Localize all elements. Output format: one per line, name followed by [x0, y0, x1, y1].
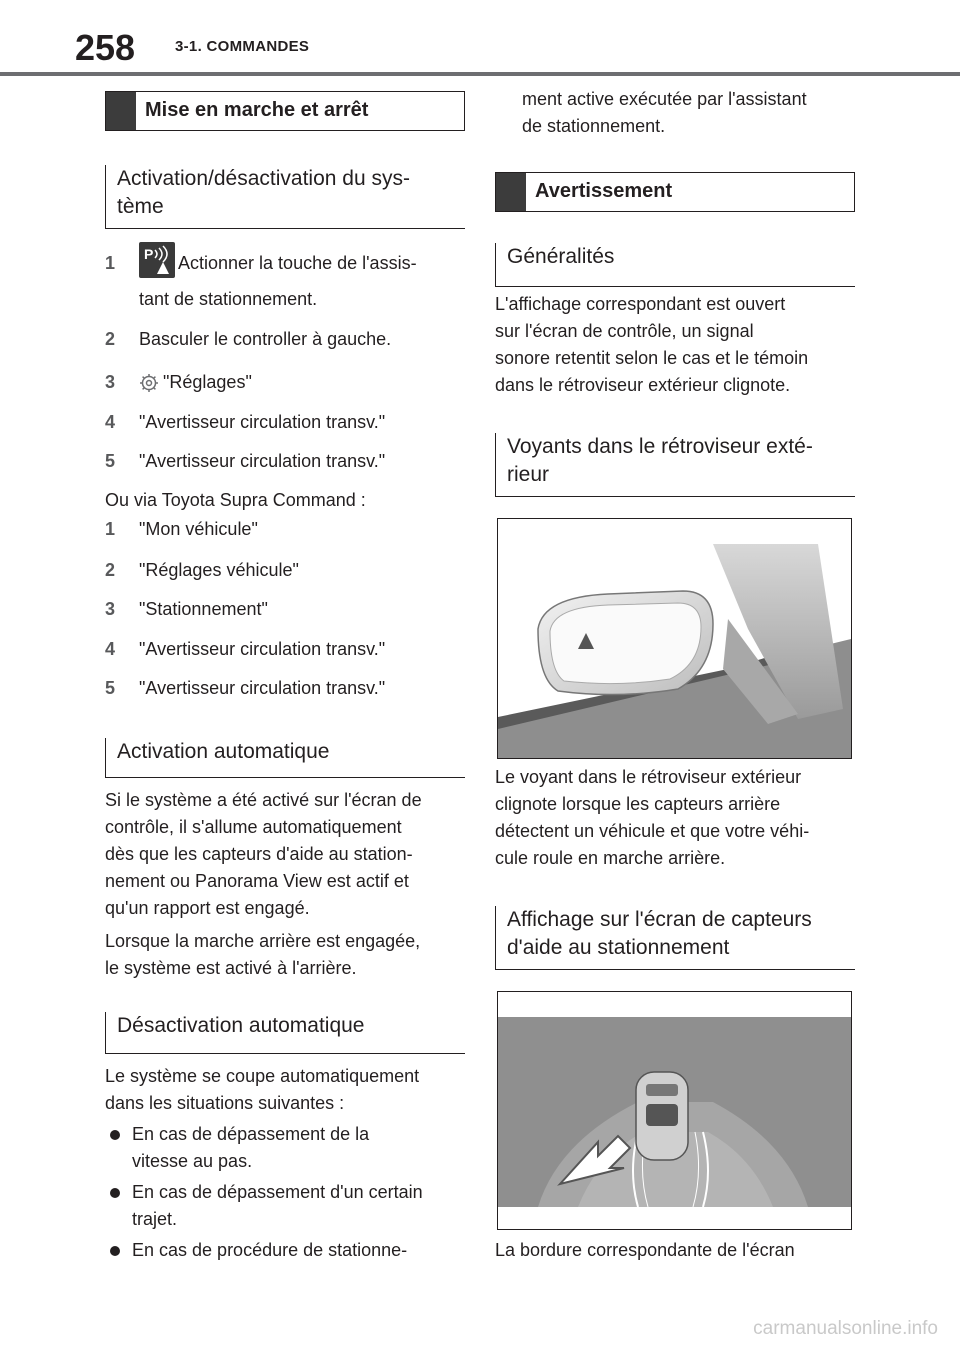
bullet-dot — [110, 1130, 120, 1140]
watermark-footer: carmanualsonline.info — [753, 1318, 938, 1339]
section-heading-text: Mise en marche et arrêt — [145, 99, 369, 121]
gear-icon — [139, 373, 159, 401]
subheading-line: rieur — [507, 463, 550, 486]
parking-assist-button-icon — [139, 242, 175, 278]
text-line: vitesse au pas. — [132, 1151, 253, 1171]
step-text: "Réglages véhicule" — [139, 560, 299, 580]
step-text: Basculer le controller à gauche. — [139, 329, 392, 349]
subheading-auto-deactivation — [105, 1012, 465, 1054]
subheading-activation — [105, 165, 465, 229]
paragraph-auto-activation — [105, 787, 465, 922]
paragraph-display: La bordure correspondante de l'écran — [495, 1240, 795, 1260]
step-text: "Avertisseur circulation transv." — [139, 639, 386, 659]
step-text: "Stationnement" — [139, 599, 268, 619]
paragraph-continued — [522, 86, 862, 140]
text-line: contrôle, il s'allume automatiquement — [105, 817, 402, 837]
text-line: sur l'écran de contrôle, un signal — [495, 321, 754, 341]
subheading-line: d'aide au stationnement — [507, 936, 730, 959]
text-line: qu'un rapport est engagé. — [105, 898, 310, 918]
bullet-dot — [110, 1188, 120, 1198]
text-line: En cas de dépassement de la — [132, 1124, 370, 1144]
bullet-dot — [110, 1246, 120, 1256]
paragraph-reverse — [105, 928, 465, 982]
step-text: "Avertisseur circulation transv." — [139, 451, 386, 471]
subheading-general — [495, 243, 855, 287]
step-number: 2 — [105, 329, 116, 349]
page-number: 258 — [75, 27, 136, 68]
text-line: clignote lorsque les capteurs arrière — [495, 794, 781, 814]
step-number: 3 — [105, 372, 116, 392]
step-number: 5 — [105, 678, 116, 698]
section-heading-text: Avertissement — [535, 180, 673, 202]
paragraph-mirror — [495, 764, 855, 872]
step-number: 1 — [105, 253, 116, 273]
svg-text:P: P — [144, 246, 154, 262]
text-line: dans le rétroviseur extérieur clignote. — [495, 375, 791, 395]
bullet-text — [132, 1237, 452, 1264]
section-heading-warning — [495, 172, 855, 212]
heading-bar — [106, 92, 136, 130]
text-line: détectent un véhicule et que votre véhi- — [495, 821, 810, 841]
step-text: Actionner la touche de l'assis- — [178, 253, 417, 273]
step-text: "Avertisseur circulation transv." — [139, 678, 386, 698]
text-line: sonore retentit selon le cas et le témoin — [495, 348, 809, 368]
subheading-auto-activation — [105, 738, 465, 778]
subheading-mirror-lights — [495, 433, 855, 497]
subheading-line: Activation/désactivation du sys- — [117, 167, 410, 190]
text-line: Le voyant dans le rétroviseur extérieur — [495, 767, 802, 787]
mirror-illustration — [497, 518, 852, 759]
text-line: nement ou Panorama View est actif et — [105, 871, 409, 891]
text-line: cule roule en marche arrière. — [495, 848, 726, 868]
text-line: dans les situations suivantes : — [105, 1093, 345, 1113]
subheading-line: Voyants dans le rétroviseur exté- — [507, 435, 813, 458]
step-number: 1 — [105, 519, 116, 539]
text-line: En cas de procédure de stationne- — [132, 1240, 408, 1260]
step-number: 4 — [105, 639, 116, 659]
text-line: Lorsque la marche arrière est engagée, — [105, 931, 421, 951]
paragraph-or: Ou via Toyota Supra Command : — [105, 490, 366, 510]
bullet-text — [132, 1179, 452, 1233]
text-line: Le système se coupe automatiquement — [105, 1066, 420, 1086]
step-text: "Réglages" — [163, 372, 252, 392]
text-line: En cas de dépassement d'un certain — [132, 1182, 423, 1202]
paragraph-general — [495, 291, 855, 399]
step-number: 3 — [105, 599, 116, 619]
parking-display-illustration — [497, 991, 852, 1230]
step-text: tant de stationnement. — [139, 289, 318, 309]
step-number: 5 — [105, 451, 116, 471]
subheading-line: Généralités — [507, 245, 615, 268]
step-text: "Mon véhicule" — [139, 519, 258, 539]
section-heading-start-stop — [105, 91, 465, 131]
text-line: Si le système a été activé sur l'écran de — [105, 790, 422, 810]
text-line: L'affichage correspondant est ouvert — [495, 294, 786, 314]
text-line: de stationnement. — [522, 116, 666, 136]
text-line: le système est activé à l'arrière. — [105, 958, 357, 978]
text-line: trajet. — [132, 1209, 178, 1229]
subheading-line: Affichage sur l'écran de capteurs — [507, 908, 812, 931]
chapter-title: 3-1. COMMANDES — [175, 38, 310, 55]
text-line: ment active exécutée par l'assistant — [522, 89, 807, 109]
subheading-display — [495, 906, 855, 970]
bullet-text — [132, 1121, 452, 1175]
header-rule — [0, 72, 960, 76]
step-text: "Avertisseur circulation transv." — [139, 412, 386, 432]
subheading-line: tème — [117, 195, 164, 218]
paragraph-deactivation — [105, 1063, 465, 1117]
heading-bar — [496, 173, 526, 211]
text-line: dès que les capteurs d'aide au station- — [105, 844, 413, 864]
subheading-line: Désactivation automatique — [117, 1014, 365, 1037]
step-number: 2 — [105, 560, 116, 580]
step-number: 4 — [105, 412, 116, 432]
subheading-line: Activation automatique — [117, 740, 330, 763]
